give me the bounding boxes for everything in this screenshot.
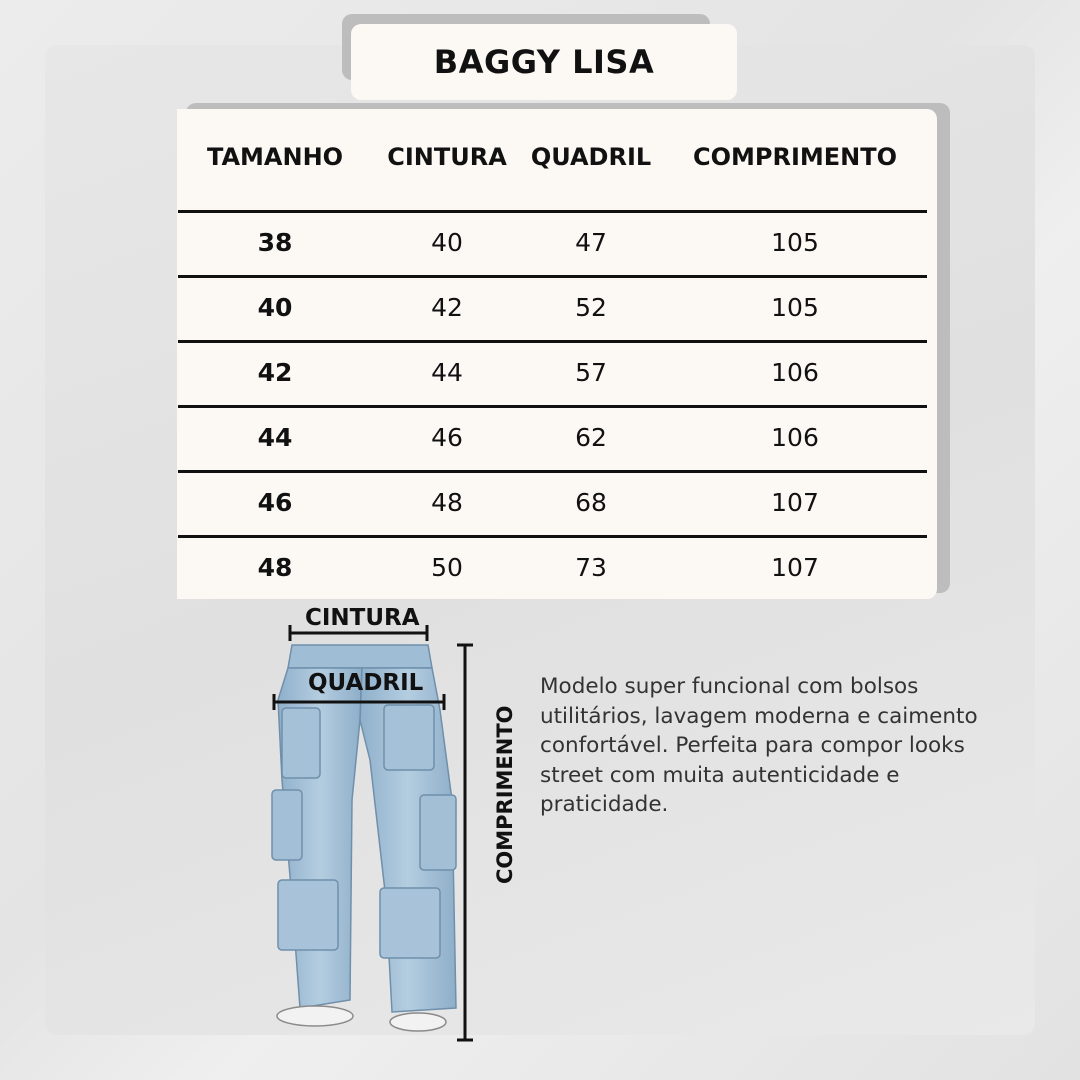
size-cell: 42 [257,358,293,387]
length-measure-label: COMPRIMENTO [493,705,517,884]
length-cell: 105 [771,293,819,322]
waist-cell: 48 [431,488,463,517]
size-cell: 48 [257,553,293,582]
length-cell: 106 [771,423,819,452]
header-quadril: QUADRIL [530,143,652,171]
header-comprimento: COMPRIMENTO [692,143,898,171]
hip-cell: 57 [575,358,607,387]
hip-measure-label: QUADRIL [308,670,424,696]
size-cell: 44 [257,423,293,452]
hip-cell: 62 [575,423,607,452]
waist-cell: 44 [431,358,463,387]
size-cell: 40 [257,293,293,322]
product-description: Modelo super funcional com bolsos utilitários, lavagem moderna e caimento confortável. Perfeita para compor looks street com muita autenticidade e praticidade. [540,674,978,817]
length-cell: 107 [771,488,819,517]
hip-cell: 52 [575,293,607,322]
length-cell: 106 [771,358,819,387]
product-title: BAGGY LISA [433,43,655,81]
hip-cell: 68 [575,488,607,517]
hip-cell: 47 [575,228,607,257]
header-tamanho: TAMANHO [206,143,344,171]
size-cell: 38 [257,228,293,257]
waist-cell: 40 [431,228,463,257]
length-cell: 105 [771,228,819,257]
size-cell: 46 [257,488,293,517]
waist-cell: 50 [431,553,463,582]
waist-cell: 46 [431,423,463,452]
waist-cell: 42 [431,293,463,322]
waist-measure-label: CINTURA [305,605,420,631]
length-cell: 107 [771,553,819,582]
header-cintura: CINTURA [387,143,507,171]
hip-cell: 73 [575,553,607,582]
